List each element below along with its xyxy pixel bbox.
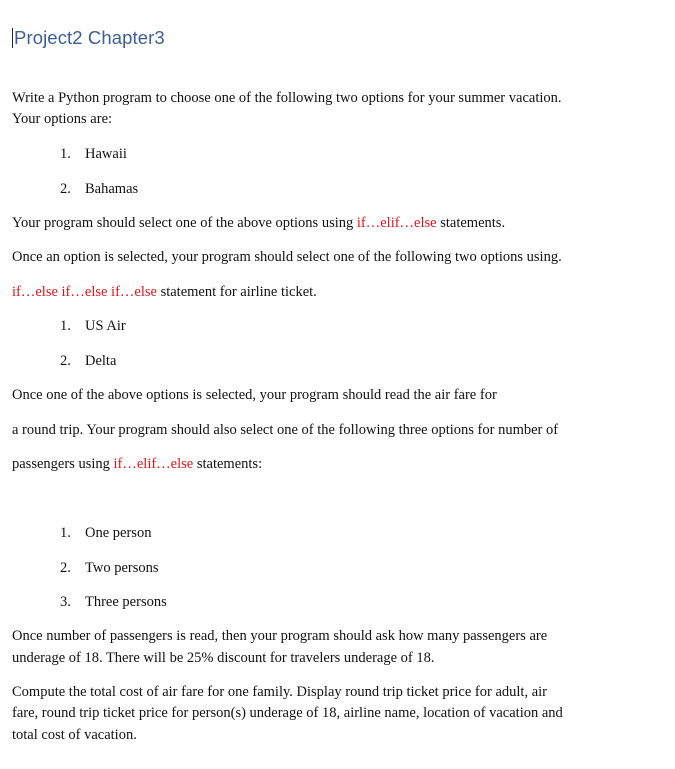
document-title: Project2 Chapter3: [14, 27, 165, 48]
list-item-label: Three persons: [85, 594, 167, 610]
fare-line-1: Once one of the above options is selected, your program should read the air fare for: [12, 387, 497, 403]
list-number: 1.: [60, 146, 71, 162]
vacation-option-hawaii: [60, 146, 127, 163]
airline-line-2: [12, 284, 317, 301]
text-cursor: [12, 28, 13, 48]
list-number: 2.: [60, 353, 71, 369]
intro-line-2: Your options are:: [12, 111, 113, 127]
list-number: 1.: [60, 318, 71, 334]
fare-line-3-tail: statements:: [193, 456, 263, 472]
code-keyword: if…elif…else: [356, 215, 437, 231]
airline-tail: statement for airline ticket.: [156, 284, 317, 300]
passenger-option-one: [60, 525, 151, 542]
airline-line-1: Once an option is selected, your program should select one of the following two options using.: [12, 249, 562, 265]
fare-line-3: [12, 456, 262, 473]
code-keyword: if…elif…else: [113, 456, 194, 472]
select-tail: statements.: [436, 215, 506, 231]
list-number: 2.: [60, 181, 71, 197]
underage-line-2: underage of 18. There will be 25% discount for travelers underage of 18.: [12, 650, 435, 666]
select-text: Your program should select one of the above options using: [12, 215, 357, 231]
compute-line-3: total cost of vacation.: [12, 727, 137, 743]
list-number: 3.: [60, 594, 71, 610]
airline-option-usair: [60, 318, 126, 335]
underage-line-1: Once number of passengers is read, then your program should ask how many passengers are: [12, 628, 548, 644]
code-keyword: if…else if…else if…else: [12, 284, 157, 300]
list-item-label: Delta: [85, 353, 117, 369]
passenger-option-two: [60, 560, 159, 577]
list-item-label: US Air: [85, 318, 126, 334]
vacation-option-bahamas: [60, 181, 138, 198]
passenger-option-three: [60, 594, 167, 611]
intro-line-1: Write a Python program to choose one of the following two options for your summer vacation.: [12, 90, 562, 106]
list-number: 1.: [60, 525, 71, 541]
list-number: 2.: [60, 560, 71, 576]
list-item-label: Hawaii: [85, 146, 127, 162]
list-item-label: Two persons: [85, 560, 159, 576]
compute-line-2: fare, round trip ticket price for person(s) underage of 18, airline name, location of vacation and: [12, 705, 563, 721]
fare-line-3-text: passengers using: [12, 456, 114, 472]
list-item-label: One person: [85, 525, 152, 541]
fare-line-2: a round trip. Your program should also select one of the following three options for number of: [12, 422, 559, 438]
compute-line-1: Compute the total cost of air fare for one family. Display round trip ticket price for adult, air: [12, 684, 547, 700]
airline-option-delta: [60, 353, 116, 370]
select-paragraph: [12, 215, 505, 232]
list-item-label: Bahamas: [85, 181, 139, 197]
